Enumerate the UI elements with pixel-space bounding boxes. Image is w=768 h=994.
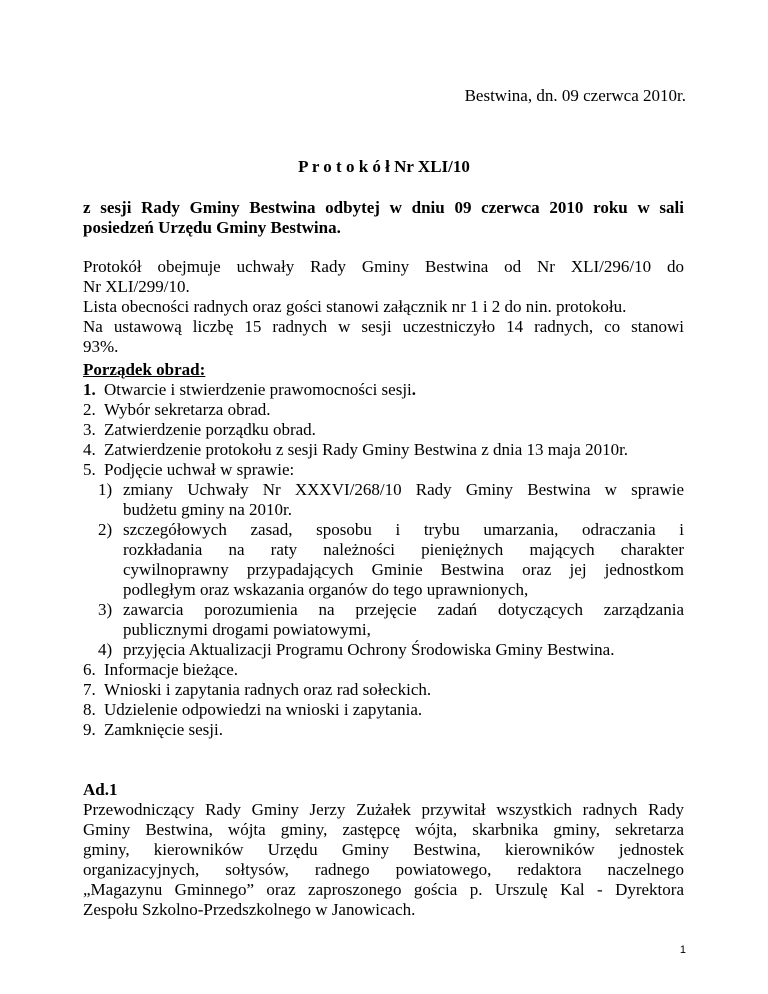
agenda-item-text: Podjęcie uchwał w sprawie: bbox=[104, 460, 295, 479]
intro-line: Nr XLI/299/10. bbox=[83, 277, 190, 296]
agenda-subitem bbox=[83, 640, 684, 660]
ad1-line: Gminy Bestwina, wójta gminy, zastępcę wójta, skarbnika gminy, sekretarza bbox=[83, 820, 684, 839]
agenda-item bbox=[83, 720, 684, 740]
ad1-line: organizacyjnych, sołtysów, radnego powiatowego, redaktora naczelnego bbox=[83, 860, 684, 879]
intro-line: Protokół obejmuje uchwały Rady Gminy Bestwina od Nr XLI/296/10 do bbox=[83, 257, 684, 276]
agenda-item bbox=[83, 440, 684, 460]
agenda-subitem-line: cywilnoprawny przypadających Gminie Bestwina oraz jej jednostkom bbox=[123, 560, 684, 579]
agenda-item-text: Informacje bieżące. bbox=[104, 660, 239, 679]
agenda-item-number: 9. bbox=[83, 720, 96, 739]
ad1-section bbox=[83, 780, 684, 920]
agenda-subitem-line: rozkładania na raty należności pieniężnych mających charakter bbox=[123, 540, 684, 559]
intro-line: Lista obecności radnych oraz gości stanowi załącznik nr 1 i 2 do nin. protokołu. bbox=[83, 297, 627, 316]
agenda-item-number: 3. bbox=[83, 420, 96, 439]
session-subtitle bbox=[83, 198, 684, 238]
agenda-item-text: Zamknięcie sesji. bbox=[104, 720, 223, 739]
agenda-subitem-number: 2) bbox=[98, 520, 113, 539]
agenda-subitem-line: podległym oraz wskazania organów do tego uprawnionych, bbox=[123, 580, 529, 599]
page-number: 1 bbox=[679, 944, 686, 956]
agenda-item-text: Udzielenie odpowiedzi na wnioski i zapytania. bbox=[104, 700, 423, 719]
agenda-subitem bbox=[83, 480, 684, 520]
ad1-line: Przewodniczący Rady Gminy Jerzy Zużałek przywitał wszystkich radnych Rady bbox=[83, 800, 684, 819]
agenda-subitem bbox=[83, 520, 684, 600]
intro-line: Na ustawową liczbę 15 radnych w sesji uczestniczyło 14 radnych, co stanowi bbox=[83, 317, 684, 336]
subtitle-line: z sesji Rady Gminy Bestwina odbytej w dniu 09 czerwca 2010 roku w sali bbox=[83, 198, 684, 217]
subtitle-line: posiedzeń Urzędu Gminy Bestwina. bbox=[83, 218, 341, 237]
agenda-item bbox=[83, 380, 684, 400]
agenda-item-number: 5. bbox=[83, 460, 96, 479]
agenda-item-number: 4. bbox=[83, 440, 96, 459]
ad1-heading: Ad.1 bbox=[83, 780, 118, 799]
agenda-subitem-line: zawarcia porozumienia na przejęcie zadań dotyczących zarządzania bbox=[123, 600, 684, 619]
agenda-item-text: Wnioski i zapytania radnych oraz rad sołeckich. bbox=[104, 680, 432, 699]
agenda-subitem-line: przyjęcia Aktualizacji Programu Ochrony Środowiska Gminy Bestwina. bbox=[123, 640, 615, 659]
place-date: Bestwina, dn. 09 czerwca 2010r. bbox=[464, 86, 686, 105]
agenda-item-number: 2. bbox=[83, 400, 96, 419]
agenda-list-continued bbox=[83, 660, 684, 740]
agenda-heading: Porządek obrad: bbox=[83, 360, 206, 379]
agenda-item-text: Zatwierdzenie porządku obrad. bbox=[104, 420, 316, 439]
ad1-line: Zespołu Szkolno-Przedszkolnego w Janowicach. bbox=[83, 900, 416, 919]
ad1-line: „Magazynu Gminnego” oraz zaproszonego gościa p. Urszulę Kal - Dyrektora bbox=[83, 880, 684, 899]
agenda-item-text: Wybór sekretarza obrad. bbox=[104, 400, 271, 419]
agenda-item-text: Otwarcie i stwierdzenie prawomocności sesji bbox=[104, 380, 412, 399]
agenda-item-number: 8. bbox=[83, 700, 96, 719]
agenda-item-number: 6. bbox=[83, 660, 96, 679]
agenda-subitem-line: budżetu gminy na 2010r. bbox=[123, 500, 293, 519]
agenda-subitem-line: publicznymi drogami powiatowymi, bbox=[123, 620, 371, 639]
agenda-item bbox=[83, 700, 684, 720]
agenda-subitem-number: 3) bbox=[98, 600, 113, 619]
agenda-section bbox=[83, 360, 684, 740]
agenda-item-tail: . bbox=[411, 380, 417, 399]
intro-line: 93%. bbox=[83, 337, 119, 356]
agenda-subitem bbox=[83, 600, 684, 640]
agenda-item bbox=[83, 400, 684, 420]
agenda-item-number: 1. bbox=[83, 380, 96, 399]
agenda-item bbox=[83, 660, 684, 680]
document-title: P r o t o k ó ł Nr XLI/10 bbox=[298, 157, 470, 176]
agenda-item bbox=[83, 460, 684, 480]
agenda-subitem-number: 4) bbox=[98, 640, 113, 659]
intro-paragraph bbox=[83, 257, 684, 357]
agenda-subitem-line: zmiany Uchwały Nr XXXVI/268/10 Rady Gminy Bestwina w sprawie bbox=[123, 480, 684, 499]
agenda-item-number: 7. bbox=[83, 680, 96, 699]
agenda-list bbox=[83, 380, 684, 480]
agenda-sublist bbox=[83, 480, 684, 660]
agenda-subitem-line: szczegółowych zasad, sposobu i trybu umarzania, odraczania i bbox=[123, 520, 684, 539]
agenda-subitem-number: 1) bbox=[98, 480, 113, 499]
agenda-item bbox=[83, 680, 684, 700]
agenda-item-text: Zatwierdzenie protokołu z sesji Rady Gminy Bestwina z dnia 13 maja 2010r. bbox=[104, 440, 629, 459]
ad1-line: gminy, kierowników Urzędu Gminy Bestwina, kierowników jednostek bbox=[83, 840, 684, 859]
agenda-item bbox=[83, 420, 684, 440]
